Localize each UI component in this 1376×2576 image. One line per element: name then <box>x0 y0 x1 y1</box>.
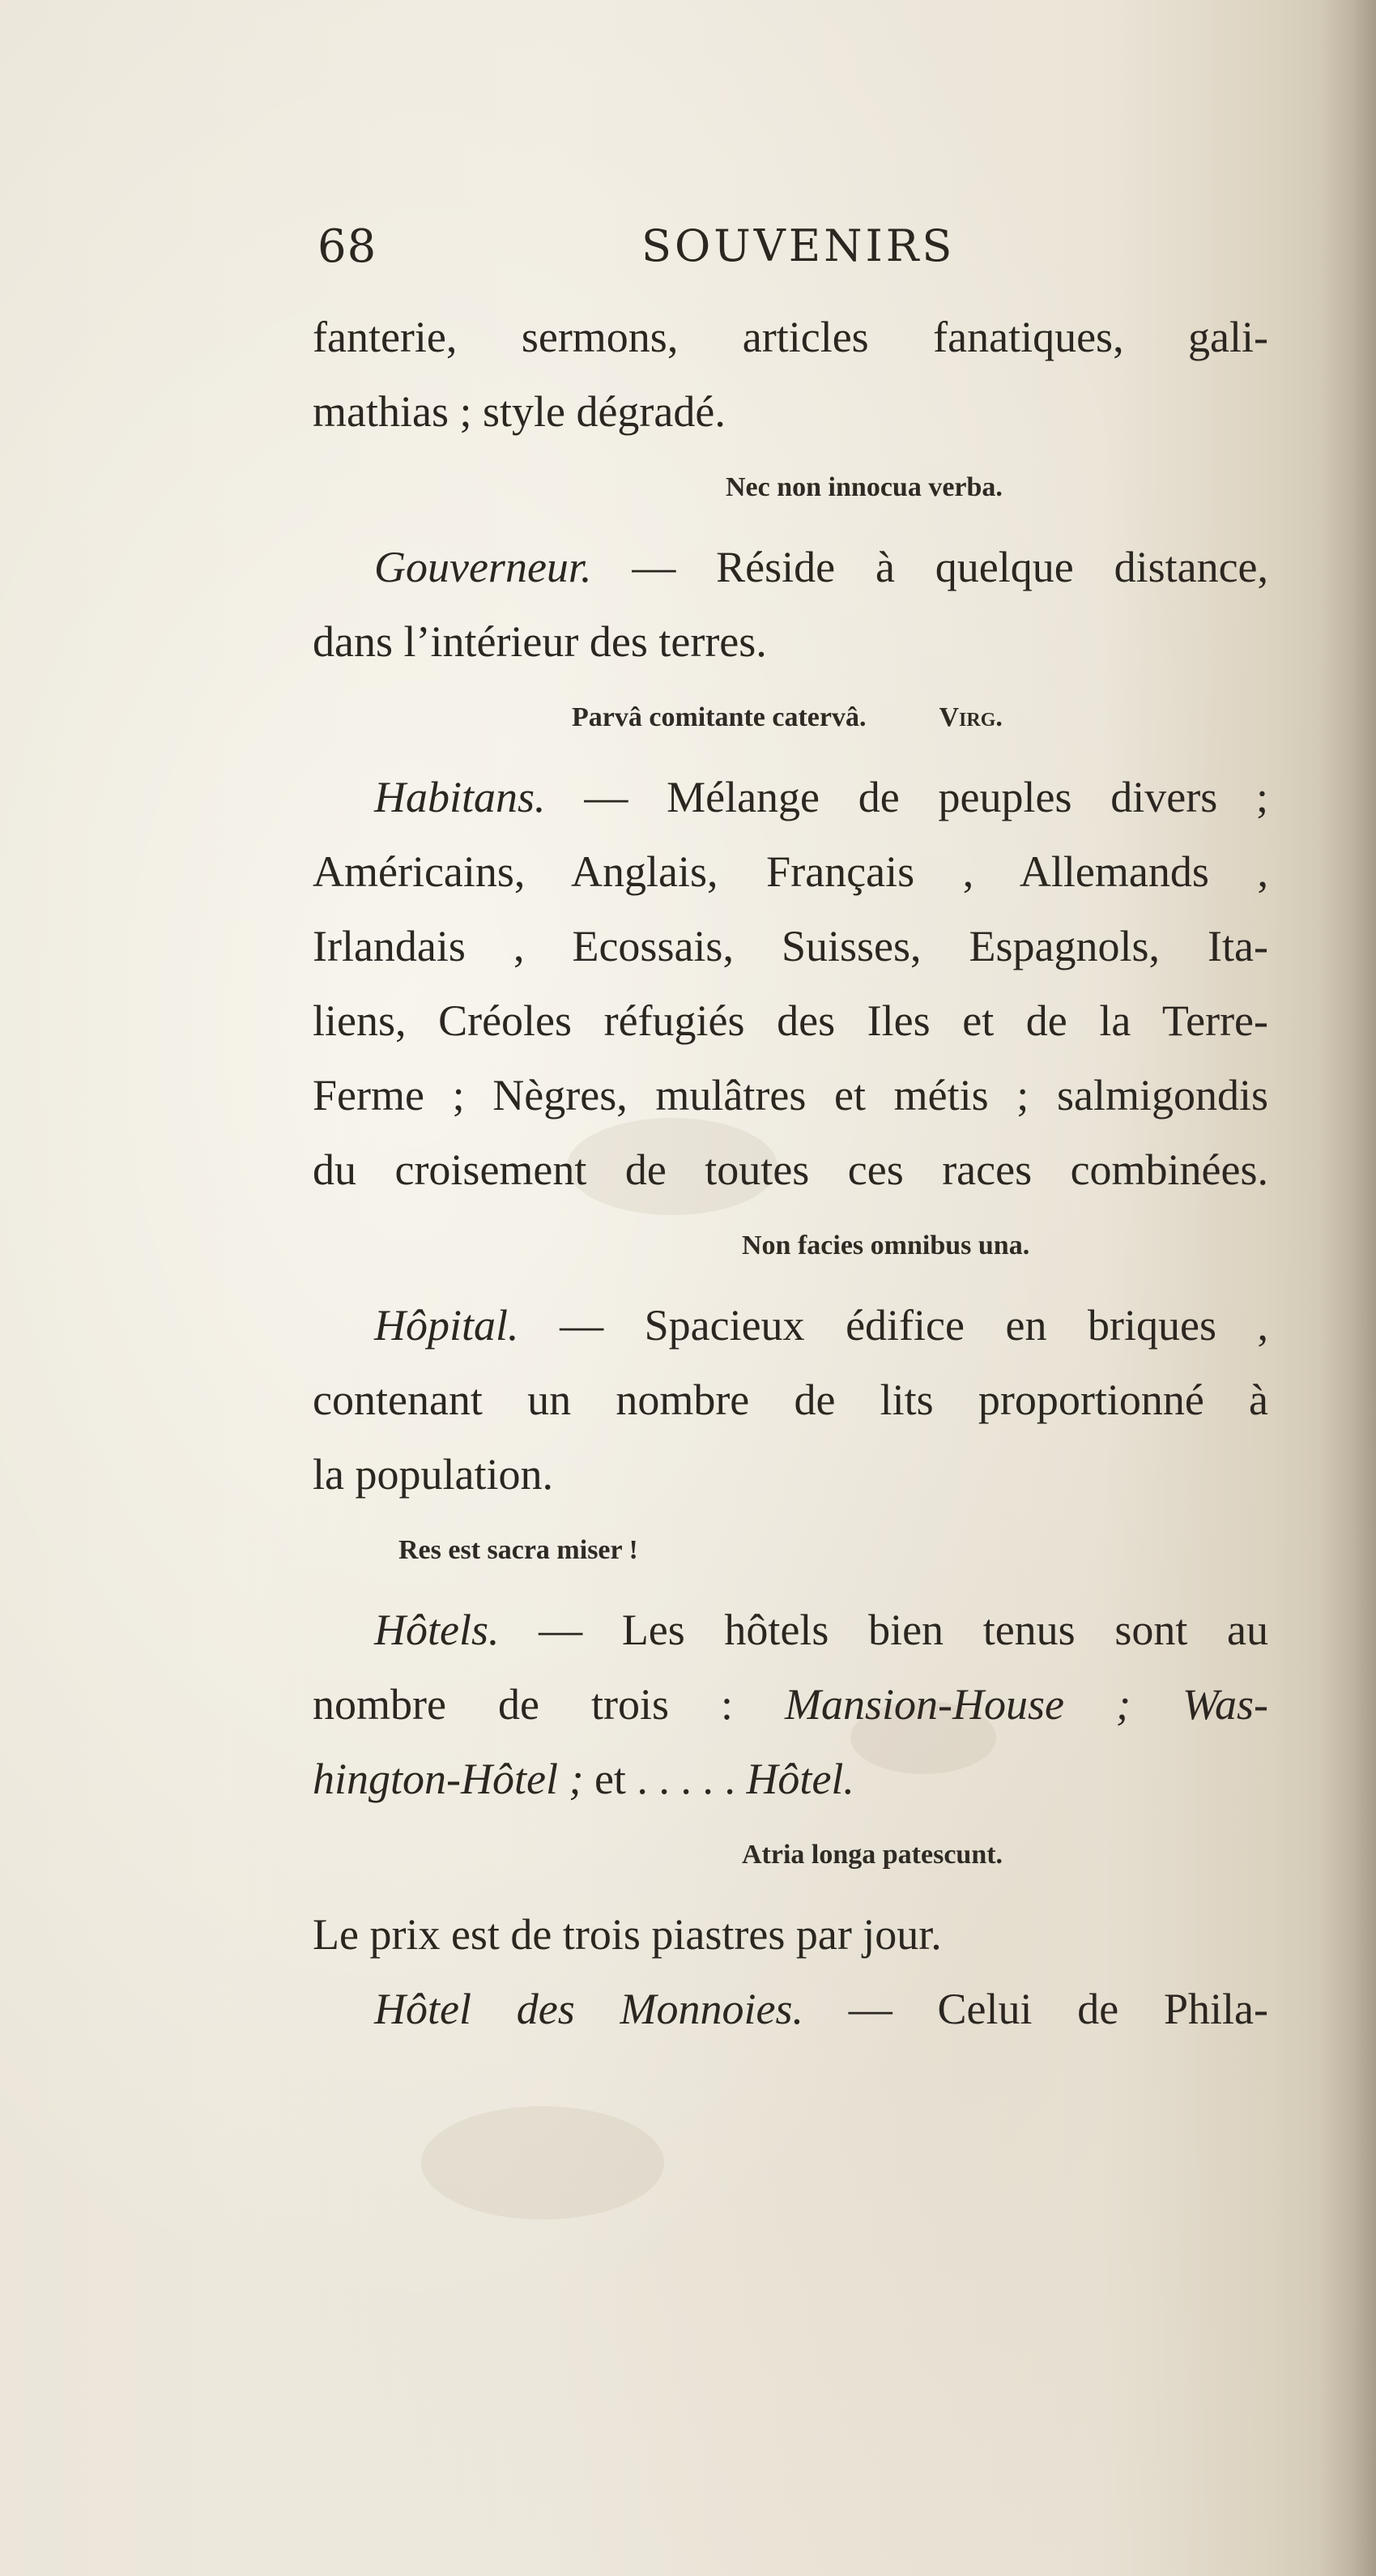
latin-quote: Res est sacra miser ! <box>398 1535 638 1565</box>
text-line: dans l’intérieur des terres. <box>313 617 767 666</box>
text-span: — Mélange de peuples divers ; <box>584 773 1269 821</box>
running-head <box>317 220 1314 285</box>
text-line <box>313 1667 1268 1742</box>
entry-habitans <box>313 760 1268 834</box>
text-line: Américains, Anglais, Français , Allemands , <box>313 847 1268 896</box>
entry-term: Habitans. <box>374 773 546 821</box>
text-span: nombre de trois : <box>313 1680 733 1729</box>
running-title: SOUVENIRS <box>641 220 956 271</box>
text-line: fanterie, sermons, articles fanatiques, gali- <box>313 313 1268 361</box>
text-line: contenant un nombre de lits proportionné à <box>313 1375 1268 1424</box>
text-span: — Les hôtels bien tenus sont au <box>539 1606 1268 1654</box>
entry-term: Gouverneur. <box>374 543 592 591</box>
quote-text: Parvâ comitante catervâ. <box>572 702 867 732</box>
text-line: la population. <box>313 1450 553 1499</box>
entry-hotels <box>313 1593 1268 1667</box>
hotel-name: Mansion-House ; Was- <box>785 1680 1268 1729</box>
paper-stain <box>421 2106 664 2220</box>
entry-term: Hôtel des Monnoies. <box>374 1985 803 2033</box>
text-line: Irlandais , Ecossais, Suisses, Espagnols, Ita- <box>313 922 1268 970</box>
text-block <box>313 300 1268 2046</box>
entry-hopital <box>313 1288 1268 1363</box>
latin-quote: Non facies omnibus una. <box>742 1230 1030 1260</box>
hotel-name: Hôtel. <box>746 1755 854 1803</box>
text-span: et . . . . . <box>594 1755 735 1803</box>
latin-quote: Nec non innocua verba. <box>726 472 1003 502</box>
latin-quote: Atria longa patescunt. <box>742 1840 1003 1870</box>
entry-gouverneur <box>313 530 1268 604</box>
entry-term: Hôpital. <box>374 1301 519 1350</box>
entry-term: Hôtels. <box>374 1606 500 1654</box>
text-span: — Spacieux édifice en briques , <box>560 1301 1269 1350</box>
text-line: mathias ; style dégradé. <box>313 387 726 436</box>
page-number: 68 <box>317 220 377 273</box>
hotel-name: hington-Hôtel ; <box>313 1755 584 1803</box>
text-span: — Celui de Phila- <box>848 1985 1269 2033</box>
text-line: Ferme ; Nègres, mulâtres et métis ; salmigondis <box>313 1071 1268 1120</box>
binding-shadow <box>1319 0 1376 2576</box>
latin-quote <box>313 690 1268 745</box>
text-line <box>313 1742 1268 1816</box>
text-span: — Réside à quelque distance, <box>632 543 1269 591</box>
entry-hotel-des-monnoies <box>313 1972 1268 2046</box>
text-line: Le prix est de trois piastres par jour. <box>313 1910 942 1959</box>
text-line: du croisement de toutes ces races combinées. <box>313 1145 1268 1194</box>
quote-author: Virg. <box>939 702 1003 732</box>
text-line: liens, Créoles réfugiés des Iles et de la Terre- <box>313 996 1268 1045</box>
